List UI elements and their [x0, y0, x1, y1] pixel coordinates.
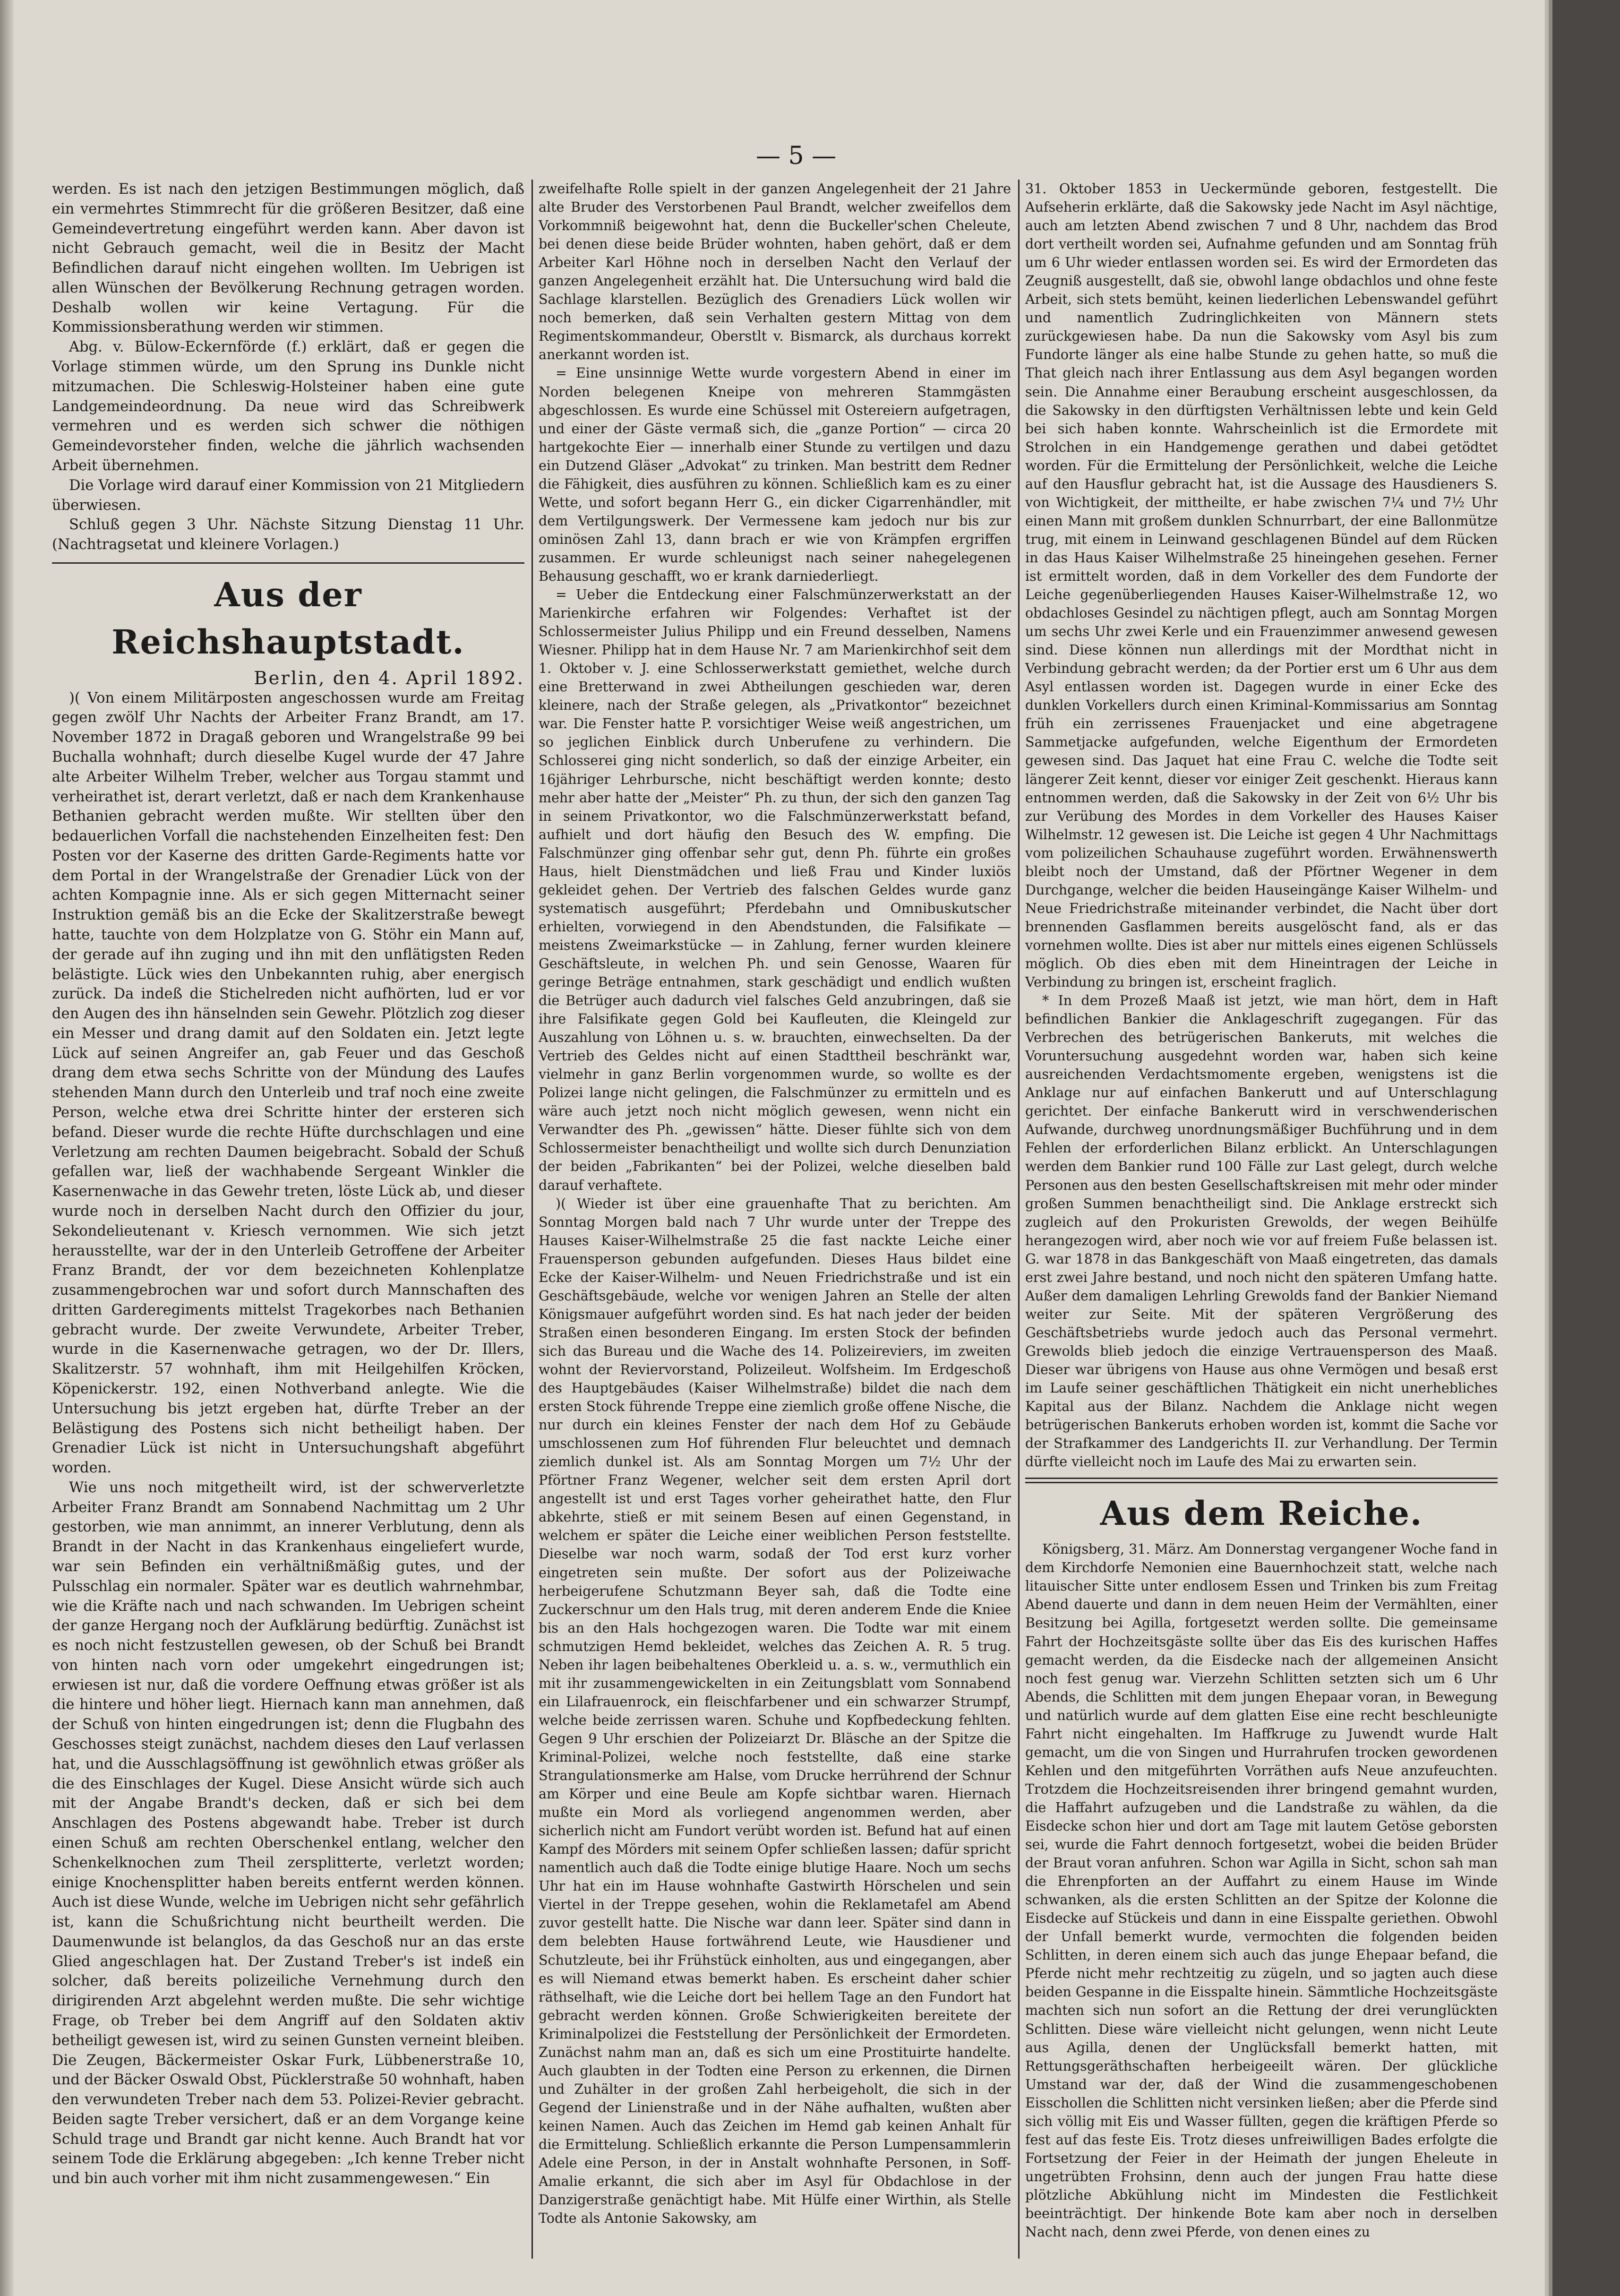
- section-heading: Aus der Reichshauptstadt.: [111, 575, 465, 662]
- section-heading: Aus dem Reiche.: [1100, 1494, 1423, 1533]
- article-paragraph: Schluß gegen 3 Uhr. Nächste Sitzung Dienstag 11 Uhr. (Nachtragsetat und kleinere Vorlagen.): [52, 516, 524, 553]
- article-paragraph: zweifelhafte Rolle spielt in der ganzen Angelegenheit der 21 Jahre alte Bruder des Verstorbenen Paul Brandt, welcher zweifellos dem Vorkommniß beigewohnt hat, denn die Buckeller'schen Cheleute, bei denen diese beide Brüder wohnten, haben gehört, daß er dem Arbeiter Karl Höhne noch in derselben Nacht den Verlauf der ganzen Angelegenheit erzählt hat. Die Untersuchung wird bald die Sachlage klarstellen. Bezüglich des Grenadiers Lück wollen wir noch bemerken, daß sein Verhalten gestern Mittag von dem Regimentskommandeur, Oberstlt v. Bismarck, als durchaus korrekt anerkannt worden ist.: [539, 181, 1011, 363]
- article-paragraph: = Eine unsinnige Wette wurde vorgestern Abend in einer im Norden belegenen Kneipe von mehreren Stammgästen abgeschlossen. Es wurde eine Schüssel mit Ostereiern aufgetragen, und einer der Gäste vermaß sich, die „ganze Portion“ — circa 20 hartgekochte Eier — innerhalb einer Stunde zu vertilgen und dazu ein Dutzend Gläser „Advokat“ zu trinken. Man bestritt dem Redner die Fähigkeit, dies ausführen zu können. Schließlich kam es zu einer Wette, und sofort begann Herr G., ein dicker Cigarrenhändler, mit dem Vertilgungswerk. Der Vermessene kam jedoch nur bis zur ominösen Zahl 13, dann brach er wie von Krämpfen ergriffen zusammen. Er wurde schleunigst nach seiner nahegelegenen Behausung geschafft, wo er krank darniederliegt.: [539, 365, 1011, 584]
- column-divider: [531, 180, 533, 2259]
- article-paragraph: 31. Oktober 1853 in Ueckermünde geboren, festgestellt. Die Aufseherin erklärte, daß die Sakowsky jede Nacht im Asyl nächtige, auch am letzten Abend zwischen 7 und 8 Uhr, nachdem das Brod dort vertheilt worden sei, Aufnahme gefunden und am Sonntag früh um 6 Uhr wieder entlassen worden sei. Es wird der Ermordeten das Zeugniß ausgestellt, daß sie, obwohl lange obdachlos und ohne feste Arbeit, sich stets bemüht, keinen liederlichen Lebenswandel geführt und namentlich Zudringlichkeiten von Männern stets zurückgewiesen habe. Da nun die Sakowsky vom Asyl bis zum Fundorte länger als eine halbe Stunde zu gehen hatte, so muß die That gleich nach ihrer Entlassung aus dem Asyl begangen worden sein. Die Annahme einer Beraubung erscheint ausgeschlossen, da die Sakowsky in den dürftigsten Verhältnissen lebte und kein Geld bei sich haben konnte. Wahrscheinlich ist die Ermordete mit Strolchen in ein Handgemenge gerathen und dabei getödtet worden. Für die Ermittelung der Persönlichkeit, welche die Leiche auf den Hausflur gebracht hat, ist die Aussage des Hausdieners S. von Wichtigkeit, der mittheilte, er habe zwischen 7¼ und 7½ Uhr einen Mann mit großem dunklen Schnurrbart, der eine Ballonmütze trug, mit einem in Leinwand geschlagenen Bündel auf dem Rücken in das Haus Kaiser Wilhelmstraße 25 hineingehen gesehen. Ferner ist ermittelt worden, daß in dem Vorkeller des dem Fundorte der Leiche gegenüberliegenden Hauses Kaiser-Wilhelmstraße 12, wo obdachloses Gesindel zu nächtigen pflegt, auch am Sonntag Morgen um sechs Uhr zwei Kerle und ein Frauenzimmer anwesend gewesen sind. Diese können nun allerdings mit der Mordthat nicht in Verbindung gebracht werden; da der Portier erst um 6 Uhr aus dem Asyl entlassen worden ist. Dagegen wurde in einer Ecke des dunklen Vorkellers durch einen Kriminal-Kommissarius am Sonntag früh ein zerrissenes Frauenjacket und eine abgetragene Sammetjacke aufgefunden, welche Eigenthum der Ermordeten gewesen sind. Das Jaquet hat eine Frau C. welche die Todte seit längerer Zeit kennt, dieser vor einiger Zeit geschenkt. Hieraus kann entnommen werden, daß die Sakowsky in der Zeit von 6½ Uhr bis zur Verübung des Mordes in dem Vorkeller des Hauses Kaiser Wilhelmstr. 12 gewesen ist. Die Leiche ist gegen 4 Uhr Nachmittags vom polizeilichen Schauhause zugeführt worden. Erwähnenswerth bleibt noch der Umstand, daß der Pförtner Wegener in dem Durchgange, welcher die beiden Hauseingänge Kaiser Wilhelm- und Neue Friedrichstraße miteinander verbindet, die Nacht über dort brennenden Gasflammen bereits ausgelöscht fand, als er das vornehmen wollte. Dies ist aber nur mittels eines eigenen Schlüssels möglich. Ob dies eben mit dem Hineintragen der Leiche in Verbindung zu bringen ist, erscheint fraglich.: [1025, 181, 1498, 990]
- column-2: [539, 180, 1011, 2227]
- article-paragraph: = Ueber die Entdeckung einer Falschmünzerwerkstatt an der Marienkirche erfahren wir Folgendes: Verhaftet ist der Schlossermeister Julius Philipp und ein Freund desselben, Namens Wiesner. Philipp hat in dem Hause Nr. 7 am Marienkirchhof seit dem 1. Oktober v. J. eine Schlosserwerkstatt gemiethet, welche durch eine Bretterwand in zwei Abtheilungen geschieden war, deren kleinere, nach der Straße gelegen, als „Privatkontor“ bezeichnet war. Die Fenster hatte P. vorsichtiger Weise weiß angestrichen, um so jeglichen Einblick durch Unberufene zu verhindern. Die Schlosserei ging nicht sonderlich, so daß der einzige Arbeiter, ein 16jähriger Lehrbursche, nicht beschäftigt werden konnte; desto mehr aber hatte der „Meister“ Ph. zu thun, der sich den ganzen Tag in seinem Privatkontor, wo die Falschmünzerwerkstatt befand, aufhielt und dort häufig den Besuch des W. empfing. Die Falschmünzer ging offenbar sehr gut, denn Ph. führte ein großes Haus, hielt Dienstmädchen und ließ Frau und Kinder luxiös gekleidet gehen. Der Vertrieb des falschen Geldes wurde ganz systematisch ausgeführt; Pferdebahn und Omnibuskutscher erhielten, vorwiegend in den Abendstunden, die Falsifikate — meistens Zweimarkstücke — in Zahlung, ferner wurden kleinere Geschäftsleute, in welchen Ph. und sein Genosse, Waaren für geringe Beträge entnahmen, stark geschädigt und endlich wußten die Betrüger auch dadurch viel falsches Geld anzubringen, daß sie ihre Falsifikate gegen Gold bei Kaufleuten, die Kleingeld zur Auszahlung von Löhnen u. s. w. brauchten, einwechselten. Da der Vertrieb des Geldes nicht auf einen Stadttheil beschränkt war, vielmehr in ganz Berlin vorgenommen wurde, so wollte es der Polizei lange nicht gelingen, die Falschmünzer zu ermitteln und es wäre auch jetzt noch nicht möglich gewesen, wenn nicht ein Verwandter des Ph. „gewissen“ hätte. Dieser fühlte sich von dem Schlossermeister benachtheiligt und wollte sich durch Denunziation der beiden „Fabrikanten“ bei der Polizei, welche dieselben bald darauf verhaftete.: [539, 587, 1011, 1193]
- article-paragraph: )( Wieder ist über eine grauenhafte That zu berichten. Am Sonntag Morgen bald nach 7 Uhr wurde unter der Treppe des Hauses Kaiser-Wilhelmstraße 25 die fast nackte Leiche einer Frauensperson gebunden aufgefunden. Dieses Haus bildet eine Ecke der Kaiser-Wilhelm- und Neuen Friedrichstraße und ist ein Geschäftsgebäude, welche vor wenigen Jahren an Stelle der alten Königsmauer aufgeführt worden sind. Es hat nach jeder der beiden Straßen einen besonderen Eingang. Im ersten Stock der befinden sich das Bureau und die Wache des 14. Polizeireviers, im zweiten wohnt der Reviervorstand, Polizeileut. Wolfsheim. Im Erdgeschoß des Hauptgebäudes (Kaiser Wilhelmstraße) bildet die nach dem ersten Stock führende Treppe eine ziemlich große offene Nische, die nur durch ein kleines Fenster der nach dem Hof zu Gebäude umschlossenen zum Hof führenden Flur beleuchtet und demnach ziemlich dunkel ist. Als am Sonntag Morgen um 7½ Uhr der Pförtner Franz Wegener, welcher seit dem ersten April dort angestellt ist und erst Tages vorher geheirathet hatte, den Flur abkehrte, stieß er mit seinem Besen auf einen Gegenstand, in welchem er später die Leiche einer weiblichen Person feststellte. Dieselbe war noch warm, sodaß der Tod erst kurz vorher eingetreten sein mußte. Der sofort aus der Polizeiwache herbeigerufene Schutzmann Beyer sah, daß die Todte eine Zuckerschnur um den Hals trug, mit deren anderem Ende die Kniee bis an den Hals hochgezogen waren. Die Todte war mit einem schmutzigen Hemd bekleidet, welches das Zeichen A. R. 5 trug. Neben ihr lagen beibehaltenes Oberkleid u. a. s. w., vermuthlich ein mit ihr zusammengewickelten in ein Zeitungsblatt vom Sonnabend ein Lilafrauenrock, ein fleischfarbener und ein schwarzer Strumpf, welche beide zerrissen waren. Schuhe und Kopfbedeckung fehlten. Gegen 9 Uhr erschien der Polizeiarzt Dr. Bläsche an der Spitze die Kriminal-Polizei, welche noch feststellte, daß eine starke Strangulationsmerke am Halse, vom Drucke herrührend der Schnur am Körper und eine Beule am Kopfe sichtbar waren. Hiernach mußte ein Mord als vorliegend angenommen werden, aber sicherlich nicht am Fundort verübt worden ist. Befund hat auf einen Kampf des Mörders mit seinem Opfer schließen lassen; dafür spricht namentlich auch daß die Todte einige blutige Haare. Noch um sechs Uhr hat ein im Hause wohnhafte Gastwirth Hörschelen und sein Viertel in der Treppe gesehen, wohin die Reklametafel am Abend zuvor gestellt hatte. Die Nische war dann leer. Später sind dann in dem belebten Hause fortwährend Leute, wie Hausdiener und Schutzleute, bei ihr Frühstück einholten, aus und eingegangen, aber es will Niemand etwas bemerkt haben. Es erscheint daher schier räthselhaft, wie die Leiche dort bei hellem Tage an den Fundort hat gebracht werden können. Große Schwierigkeiten bereitete der Kriminalpolizei die Feststellung der Persönlichkeit der Ermordeten. Zunächst nahm man an, daß es sich um eine Prostituirte handelte. Auch glaubten in der Todten eine Person zu erkennen, die Dirnen und Zuhälter in der großen Zahl herbeigeholt, die sich in der Gegend der Linienstraße und in der Nähe aufhalten, wußten aber keinen Namen. Auch das Zeichen im Hemd gab keinen Anhalt für die Ermittelung. Schließlich erkannte die Person Lumpensammlerin Adele eine Person, in der in Anstalt wohnhafte Personen, in Soff-Amalie erkannt, die sich aber im Asyl für Obdachlose in der Danzigerstraße genächtigt habe. Mit Hülfe einer Wirthin, als Stelle Todte als Antonie Sakowsky, am: [539, 1195, 1011, 2227]
- section-rule: [1025, 1478, 1498, 1483]
- article-paragraph: Abg. v. Bülow-Eckernförde (f.) erklärt, daß er gegen die Vorlage stimmen würde, um den Sprung ins Dunkle nicht mitzumachen. Die Schleswig-Holsteiner haben eine gute Landgemeindeordnung. Da neue wird das Schreibwerk vermehren und es werden sich schwer die nöthigen Gemeindevorsteher finden, welche die jährlich wachsenden Arbeit übernehmen.: [52, 339, 524, 474]
- article-paragraph: werden. Es ist nach den jetzigen Bestimmungen möglich, daß ein vermehrtes Stimmrecht für die größeren Besitzer, daß eine Gemeindevertretung eingeführt werden kann. Aber davon ist nicht Gebrauch gemacht, weil die in Besitz der Macht Befindlichen darauf nicht eingehen wollten. Im Uebrigen ist allen Wünschen der Bevölkerung Rechnung getragen worden. Deshalb wollen wir keine Vertagung. Für die Kommissionsberathung werden wir stimmen.: [52, 181, 524, 336]
- section-rule: [52, 562, 524, 564]
- page-left-edge: [0, 0, 14, 2296]
- dateline: Berlin, den 4. April 1892.: [254, 667, 524, 689]
- article-paragraph: )( Von einem Militärposten angeschossen wurde am Freitag gegen zwölf Uhr Nachts der Arbeiter Franz Brandt, am 17. November 1872 in Dragaß geboren und Wrangelstraße 99 bei Buchalla wohnhaft; durch dieselbe Kugel wurde der 47 Jahre alte Arbeiter Wilhelm Treber, welcher aus Torgau stammt und verheirathet ist, derart verletzt, daß er nach dem Krankenhause Bethanien gebracht werden mußte. Wir stellten über den bedauerlichen Vorfall die nachstehenden Einzelheiten fest: Den Posten vor der Kaserne des dritten Garde-Regiments hatte vor dem Portal in der Wrangelstraße der Grenadier Lück von der achten Kompagnie inne. Als er sich gegen Mitternacht seiner Instruktion gemäß bis an die Ecke der Skalitzerstraße bewegt hatte, tauchte von dem Holzplatze von G. Stöhr ein Mann auf, der gerade auf ihn zuging und ihn mit den unflätigsten Reden belästigte. Lück wies den Unbekannten ruhig, aber energisch zurück. Da indeß die Stichelreden nicht aufhörten, lud er vor den Augen des ihn hänselnden sein Gewehr. Plötzlich zog dieser ein Messer und drang damit auf den Soldaten ein. Jetzt legte Lück auf seinen Angreifer an, gab Feuer und das Geschoß drang dem etwa sechs Schritte von der Mündung des Laufes stehenden Mann durch den Unterleib und traf noch eine zweite Person, welche etwa drei Schritte hinter der ersteren sich befand. Dieser wurde die rechte Hüfte durchschlagen und eine Verletzung am rechten Daumen beigebracht. Sobald der Schuß gefallen war, ließ der wachhabende Sergeant Winkler die Kasernenwache in das Gewehr treten, löste Lück ab, und dieser wurde noch in derselben Nacht durch den Offizier du jour, Sekondelieutenant v. Kriesch vernommen. Wie sich jetzt herausstellte, war der in den Unterleib Getroffene der Arbeiter Franz Brandt, der vor dem bezeichneten Kohlenplatze zusammengebrochen war und sofort durch Mannschaften des dritten Garderegiments mittelst Tragekorbes nach Bethanien gebracht wurde. Der zweite Verwundete, Arbeiter Treber, wurde in die Kasernenwache getragen, wo der Dr. Illers, Skalitzerstr. 57 wohnhaft, ihm mit Heilgehilfen Kröcken, Köpenickerstr. 192, einen Nothverband anlegte. Wie die Untersuchung bis jetzt ergeben hat, dürfte Treber an der Belästigung des Postens sich nicht betheiligt haben. Der Grenadier Lück ist nicht in Untersuchungshaft abgeführt worden.: [52, 689, 524, 1477]
- column-divider: [1018, 180, 1020, 2259]
- article-paragraph: Königsberg, 31. März. Am Donnerstag vergangener Woche fand in dem Kirchdorfe Nemonien eine Bauernhochzeit statt, welche nach litauischer Sitte unter endlosem Essen und Trinken bis zum Freitag Abend dauerte und dann in dem neuen Heim der Vermählten, einer Besitzung bei Agilla, fortgesetzt werden sollte. Die gemeinsame Fahrt der Hochzeitsgäste sollte über das Eis des kurischen Haffes gemacht werden, da die Eisdecke nach der allgemeinen Ansicht noch fest genug war. Vierzehn Schlitten setzten sich um 6 Uhr Abends, die Schlitten mit dem jungen Ehepaar voran, in Bewegung und natürlich wurde auf dem glatten Eise eine recht beschleunigte Fahrt nicht eingehalten. Im Haffkruge zu Juwendt wurde Halt gemacht, um die von Singen und Hurrahrufen trocken gewordenen Kehlen und den mitgeführten Vorräthen aufs Neue anzufeuchten. Trotzdem die Hochzeitsreisenden ihrer bringend gemahnt wurden, die Haffahrt aufzugeben und die Landstraße zu wählen, da die Eisdecke schon hier und dort am Tage mit lautem Getöse geborsten sei, wurde die Fahrt dennoch fortgesetzt, wobei die beiden Brüder der Braut voran anfuhren. Schon war Agilla in Sicht, schon sah man die Ehrenpforten an der Auffahrt zu einem Hause im Winde schwanken, als die ersten Schlitten an der Spitze der Kolonne die Eisdecke auf Stückeis und dann in eine Eisspalte geriethen. Obwohl der Unfall bemerkt wurde, vermochten die folgenden beiden Schlitten, in deren einem sich auch das junge Ehepaar befand, die Pferde nicht mehr rechtzeitig zu zügeln, und so jagten auch diese beiden Gespanne in die Eisspalte hinein. Sämmtliche Hochzeitsgäste machten sich nun sofort an die Rettung der drei verunglückten Schlitten. Diese wäre vielleicht nicht gelungen, wenn nicht Leute aus Agilla, denen der Unglücksfall bemerkt hatten, mit Rettungsgeräthschaften herbeigeeilt wären. Der glückliche Umstand war der, daß der Wind die zusammengeschobenen Eisschollen die Schlitten nicht versinken ließen; aber die Pferde sind sich völlig mit Eis und Wasser füllten, gegen die kräftigen Pferde so fest auf das feste Eis. Trotz dieses unfreiwilligen Bades erfolgte die Fortsetzung der Feier in der Heimath der jungen Eheleute in ungetrübten Frohsinn, denn auch der jungen Frau hatte diese plötzliche Abkühlung nicht im Mindesten die Festlichkeit beeinträchtigt. Der hinkende Bote kam aber noch in derselben Nacht nach, denn zwei Pferde, von denen eines zu: [1025, 1541, 1498, 2240]
- article-paragraph: Wie uns noch mitgetheilt wird, ist der schwerverletzte Arbeiter Franz Brandt am Sonnabend Nachmittag um 2 Uhr gestorben, wie man annimmt, an innerer Verblutung, denn als Brandt in der Nacht in das Krankenhaus eingeliefert wurde, war sein Befinden ein verhältnißmäßig gutes, und der Pulsschlag ein normaler. Später war es deutlich wahrnehmbar, wie die Kräfte nach und nach schwanden. Im Uebrigen scheint der ganze Hergang noch der Aufklärung bedürftig. Zunächst ist es noch nicht festzustellen gewesen, ob der Schuß bei Brandt von hinten nach vorn oder umgekehrt eingedrungen ist; erwiesen ist nur, daß die vordere Oeffnung etwas größer ist als die hintere und höher liegt. Hiernach kann man annehmen, daß der Schuß von hinten eingedrungen ist; denn die Flugbahn des Geschosses steigt zunächst, nachdem dieses den Lauf verlassen hat, und die Ausschlagsöffnung ist gewöhnlich etwas größer als die des Einschlages der Kugel. Diese Ansicht würde sich auch mit der Angabe Brandt's decken, daß er sich bei dem Anschlagen des Postens abgewandt habe. Treber ist durch einen Schuß am rechten Oberschenkel entlang, welcher den Schenkelknochen zum Theil zersplitterte, verletzt worden; einige Knochensplitter haben bereits entfernt werden können. Auch ist diese Wunde, welche im Uebrigen nicht sehr gefährlich ist, kann die Schußrichtung nicht beurtheilt werden. Die Daumenwunde ist belanglos, da das Geschoß nur an das erste Glied angeschlagen hat. Der Zustand Treber's ist indeß ein solcher, daß bereits polizeiliche Vernehmung durch den dirigirenden Arzt abgelehnt werden mußte. Die sehr wichtige Frage, ob Treber bei dem Angriff auf den Soldaten aktiv betheiligt gewesen ist, wird zu seinen Gunsten verneint bleiben. Die Zeugen, Bäckermeister Oskar Furk, Lübbenerstraße 10, und der Bäcker Oswald Obst, Pücklerstraße 50 wohnhaft, haben den verwundeten Treber nach dem 53. Polizei-Revier gebracht. Beiden sagte Treber versichert, daß er an dem Vorgange keine Schuld trage und Brandt gar nicht kenne. Auch Brandt hat vor seinem Tode die Erklärung abgegeben: „Ich kenne Treber nicht und bin auch vorher mit ihm nicht zusammengewesen.“ Ein: [52, 1479, 524, 2187]
- column-1: [52, 180, 524, 2189]
- page-number: — 5 —: [756, 142, 837, 170]
- column-3: [1025, 180, 1498, 2241]
- article-paragraph: Die Vorlage wird darauf einer Kommission von 21 Mitgliedern überwiesen.: [52, 477, 524, 514]
- article-paragraph: * In dem Prozeß Maaß ist jetzt, wie man hört, dem in Haft befindlichen Bankier die Anklageschrift zugegangen. Für das Verbrechen des betrügerischen Bankeruts, mit welches die Voruntersuchung ausgedehnt worden war, haben sich keine ausreichenden Verdachtsmomente ergeben, wenigstens ist die Anklage nur auf einfachen Bankerutt und auf Unterschlagung gerichtet. Der einfache Bankerutt wird in verschwenderischen Aufwande, durchweg unordnungsmäßiger Buchführung und in dem Fehlen der erforderlichen Bilanz erblickt. An Unterschlagungen werden dem Bankier rund 100 Fälle zur Last gelegt, durch welche Personen aus den besten Gesellschaftskreisen mit mehr oder minder großen Summen benachtheiligt sind. Die Anklage erstreckt sich zugleich auf den Prokuristen Grewolds, der wegen Beihülfe herangezogen wird, aber noch wie vor auf freiem Fuße belassen ist. G. war 1878 in das Bankgeschäft von Maaß eingetreten, das damals erst zwei Jahre bestand, und noch nicht den späteren Umfang hatte. Außer dem damaligen Lehrling Grewolds fand der Bankier Niemand weiter zur Seite. Mit der späteren Vergrößerung des Geschäftsbetriebs wurde jedoch auch das Personal vermehrt. Grewolds blieb jedoch die einzige Vertrauensperson des Maaß. Dieser war übrigens von Hause aus ohne Vermögen und besaß erst im Laufe seiner geschäftlichen Thätigkeit ein nicht unerhebliches Kapital aus der Bilanz. Nachdem die Anklage nicht wegen betrügerischen Bankeruts erhoben worden ist, kommt die Sache vor der Strafkammer des Landgerichts II. zur Verhandlung. Der Termin dürfte vielleicht noch im Laufe des Mai zu erwarten sein.: [1025, 993, 1498, 1470]
